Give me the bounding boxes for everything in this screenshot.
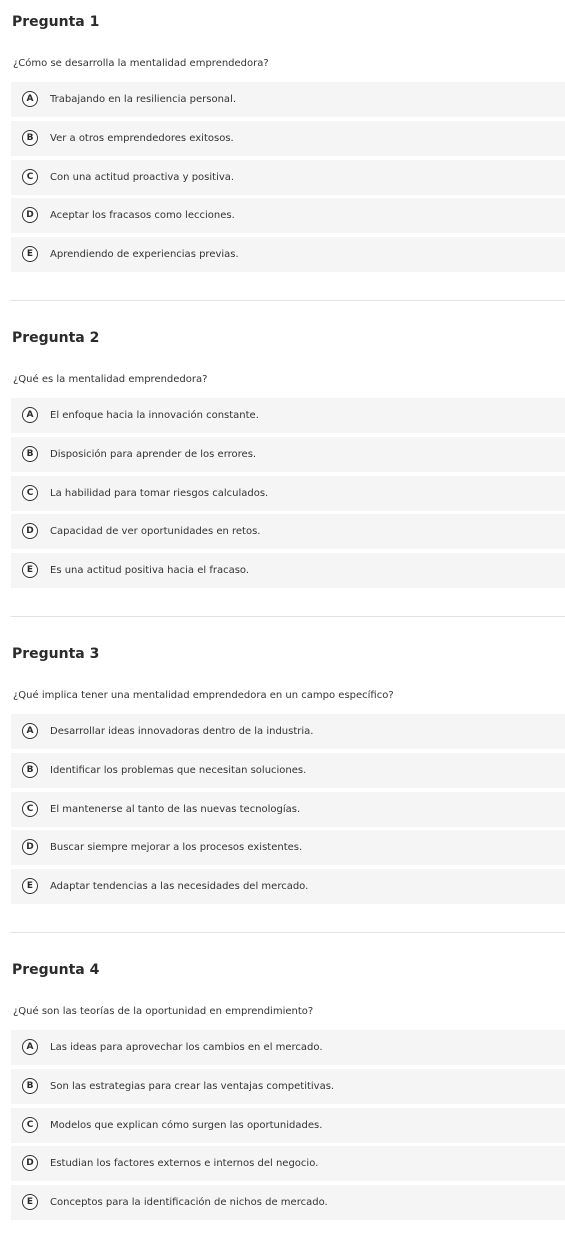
option-b[interactable] [11, 753, 565, 788]
option-a[interactable] [11, 82, 565, 117]
question-title: Pregunta 1 [12, 14, 100, 30]
option-d[interactable] [11, 1146, 565, 1181]
option-c[interactable] [11, 476, 565, 511]
option-text: Adaptar tendencias a las necesidades del mercado. [50, 881, 309, 892]
question-2 [0, 316, 565, 606]
option-letter-badge: E [22, 246, 38, 262]
option-b[interactable] [11, 437, 565, 472]
option-letter-badge: C [22, 169, 38, 185]
question-1 [0, 0, 565, 290]
option-c[interactable] [11, 1108, 565, 1143]
question-text: ¿Cómo se desarrolla la mentalidad emprendedora? [13, 58, 269, 69]
option-text: Las ideas para aprovechar los cambios en el mercado. [50, 1042, 323, 1053]
question-3 [0, 632, 565, 922]
option-a[interactable] [11, 714, 565, 749]
option-letter-badge: C [22, 1117, 38, 1133]
option-a[interactable] [11, 1030, 565, 1065]
option-text: La habilidad para tomar riesgos calculados. [50, 488, 269, 499]
option-e[interactable] [11, 869, 565, 904]
option-letter-badge: C [22, 801, 38, 817]
option-letter-badge: D [22, 207, 38, 223]
option-text: Es una actitud positiva hacia el fracaso. [50, 565, 250, 576]
divider [11, 932, 565, 933]
option-text: Estudian los factores externos e internos del negocio. [50, 1158, 319, 1169]
question-title: Pregunta 3 [12, 646, 100, 662]
option-d[interactable] [11, 514, 565, 549]
option-c[interactable] [11, 792, 565, 827]
option-text: Capacidad de ver oportunidades en retos. [50, 526, 261, 537]
option-letter-badge: E [22, 1194, 38, 1210]
option-letter-badge: A [22, 407, 38, 423]
option-d[interactable] [11, 198, 565, 233]
option-letter-badge: E [22, 878, 38, 894]
option-text: Ver a otros emprendedores exitosos. [50, 133, 234, 144]
option-letter-badge: E [22, 562, 38, 578]
option-text: Trabajando en la resiliencia personal. [50, 94, 237, 105]
option-letter-badge: C [22, 485, 38, 501]
option-text: Conceptos para la identificación de nichos de mercado. [50, 1197, 328, 1208]
option-text: Aceptar los fracasos como lecciones. [50, 210, 235, 221]
option-text: Disposición para aprender de los errores. [50, 449, 257, 460]
option-e[interactable] [11, 1185, 565, 1220]
option-letter-badge: A [22, 91, 38, 107]
option-text: Identificar los problemas que necesitan soluciones. [50, 765, 307, 776]
option-letter-badge: D [22, 1155, 38, 1171]
option-b[interactable] [11, 121, 565, 156]
option-letter-badge: B [22, 1078, 38, 1094]
divider [11, 300, 565, 301]
question-title: Pregunta 2 [12, 330, 100, 346]
option-c[interactable] [11, 160, 565, 195]
option-text: Buscar siempre mejorar a los procesos existentes. [50, 842, 303, 853]
option-letter-badge: A [22, 1039, 38, 1055]
option-letter-badge: B [22, 762, 38, 778]
option-a[interactable] [11, 398, 565, 433]
question-text: ¿Qué implica tener una mentalidad emprendedora en un campo específico? [13, 690, 394, 701]
option-e[interactable] [11, 553, 565, 588]
question-text: ¿Qué son las teorías de la oportunidad en emprendimiento? [13, 1006, 314, 1017]
option-d[interactable] [11, 830, 565, 865]
divider [11, 616, 565, 617]
option-text: El mantenerse al tanto de las nuevas tecnologías. [50, 804, 301, 815]
option-e[interactable] [11, 237, 565, 272]
option-letter-badge: A [22, 723, 38, 739]
option-letter-badge: B [22, 446, 38, 462]
option-text: Desarrollar ideas innovadoras dentro de la industria. [50, 726, 314, 737]
question-title: Pregunta 4 [12, 962, 100, 978]
option-text: Con una actitud proactiva y positiva. [50, 172, 235, 183]
option-text: El enfoque hacia la innovación constante. [50, 410, 259, 421]
option-text: Modelos que explican cómo surgen las oportunidades. [50, 1120, 323, 1131]
option-letter-badge: B [22, 130, 38, 146]
option-letter-badge: D [22, 839, 38, 855]
option-letter-badge: D [22, 523, 38, 539]
option-text: Son las estrategias para crear las ventajas competitivas. [50, 1081, 335, 1092]
question-text: ¿Qué es la mentalidad emprendedora? [13, 374, 208, 385]
question-4 [0, 948, 565, 1238]
option-text: Aprendiendo de experiencias previas. [50, 249, 239, 260]
option-b[interactable] [11, 1069, 565, 1104]
